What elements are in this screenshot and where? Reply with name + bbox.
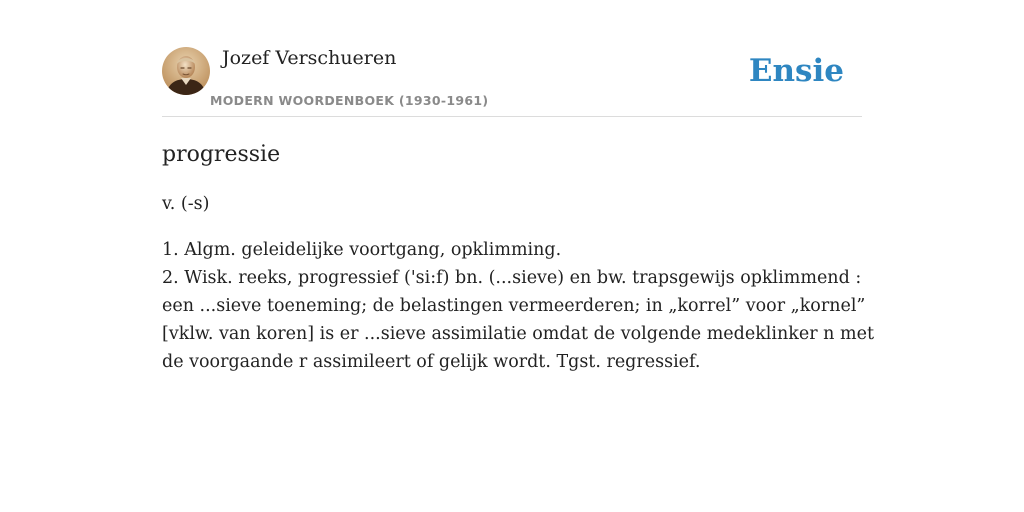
entry-grammar: v. (-s) xyxy=(162,194,210,214)
definition-line: 2. Wisk. reeks, progressief ('si:f) bn. (...sieve) en bw. trapsgewijs opklimmend : xyxy=(162,268,862,288)
definition-line: [vklw. van koren] is er ...sieve assimilatie omdat de volgende medeklinker n met xyxy=(162,324,874,344)
author-avatar[interactable] xyxy=(162,47,210,95)
author-portrait-image xyxy=(162,47,210,95)
definition-line: 1. Algm. geleidelijke voortgang, opklimming. xyxy=(162,240,562,260)
entry-title: progressie xyxy=(162,142,281,167)
author-name[interactable]: Jozef Verschueren xyxy=(222,47,397,69)
entry-content xyxy=(162,139,874,376)
entry-definition xyxy=(162,236,874,376)
definition-line: een ...sieve toeneming; de belastingen vermeerderen; in „korrel” voor „kornel” xyxy=(162,296,866,316)
header xyxy=(162,46,862,117)
definition-line: de voorgaande r assimileert of gelijk wordt. Tgst. regressief. xyxy=(162,352,701,372)
ensie-logo-link[interactable]: Ensie xyxy=(748,53,844,89)
source-dictionary-label[interactable]: MODERN WOORDENBOEK (1930-1961) xyxy=(210,93,489,108)
